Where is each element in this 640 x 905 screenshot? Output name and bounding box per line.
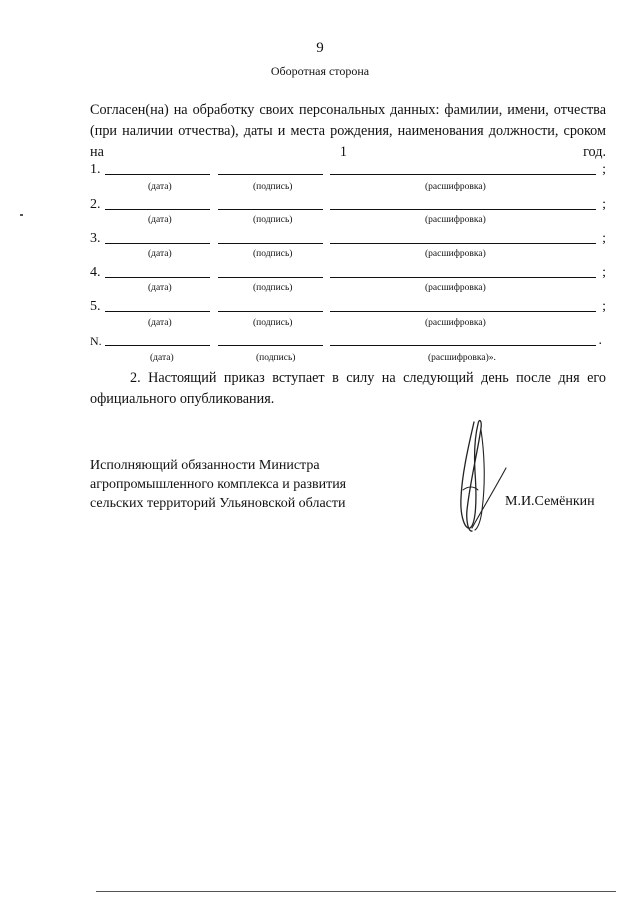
signature-line bbox=[218, 174, 323, 175]
captions-row-5 bbox=[0, 318, 640, 332]
effective-date-paragraph: 2. Настоящий приказ вступает в силу на следующий день после дня его официального опубликования. bbox=[90, 370, 606, 407]
decoding-line bbox=[330, 174, 596, 175]
date-caption: (дата) bbox=[148, 249, 172, 259]
date-line bbox=[105, 277, 210, 278]
date-caption: (дата) bbox=[148, 215, 172, 225]
signature-caption: (подпись) bbox=[253, 249, 293, 259]
signature-row-4 bbox=[90, 263, 606, 281]
row-number: N. bbox=[90, 334, 102, 348]
date-line bbox=[105, 311, 210, 312]
date-caption: (дата) bbox=[148, 318, 172, 328]
signer-name: М.И.Семёнкин bbox=[505, 494, 595, 509]
signer-title-line-2: агропромышленного комплекса и развития bbox=[90, 477, 347, 492]
date-caption: (дата) bbox=[148, 182, 172, 192]
row-number: 3. bbox=[90, 231, 101, 246]
row-end-mark: . bbox=[598, 333, 602, 348]
decoding-line bbox=[330, 277, 596, 278]
decoding-line bbox=[330, 209, 596, 210]
signature-caption: (подпись) bbox=[253, 182, 293, 192]
captions-row-3 bbox=[0, 249, 640, 263]
date-line bbox=[105, 345, 210, 346]
signature-line bbox=[218, 243, 323, 244]
handwritten-signature bbox=[448, 410, 518, 540]
row-end-mark: ; bbox=[602, 265, 606, 280]
date-caption: (дата) bbox=[150, 353, 174, 363]
date-caption: (дата) bbox=[148, 283, 172, 293]
decoding-caption: (расшифровка) bbox=[425, 249, 486, 259]
signature-line bbox=[218, 209, 323, 210]
page-subheading: Оборотная сторона bbox=[270, 64, 370, 78]
decoding-line bbox=[330, 243, 596, 244]
decoding-line bbox=[330, 311, 596, 312]
signature-row-5 bbox=[90, 297, 606, 315]
signature-line bbox=[218, 277, 323, 278]
signature-caption: (подпись) bbox=[253, 318, 293, 328]
decoding-caption: (расшифровка) bbox=[425, 283, 486, 293]
row-end-mark: ; bbox=[602, 299, 606, 314]
decoding-caption: (расшифровка) bbox=[425, 318, 486, 328]
consent-paragraph: Согласен(на) на обработку своих персональных данных: фамилии, имени, отчества (при наличии отчества), даты и места рождения, наименования должности, сроком на 1 год. bbox=[90, 102, 606, 160]
row-number: 4. bbox=[90, 265, 101, 280]
decoding-line bbox=[330, 345, 596, 346]
signature-caption: (подпись) bbox=[256, 353, 296, 363]
signature-row-3 bbox=[90, 229, 606, 247]
decoding-caption: (расшифровка) bbox=[425, 182, 486, 192]
row-end-mark: ; bbox=[602, 231, 606, 246]
captions-row-2 bbox=[0, 215, 640, 229]
row-end-mark: ; bbox=[602, 197, 606, 212]
signature-caption: (подпись) bbox=[253, 215, 293, 225]
row-number: 2. bbox=[90, 197, 101, 212]
decoding-caption: (расшифровка) bbox=[425, 215, 486, 225]
signer-title-line-3: сельских территорий Ульяновской области bbox=[90, 496, 346, 511]
date-line bbox=[105, 243, 210, 244]
signature-line bbox=[218, 345, 323, 346]
date-line bbox=[105, 174, 210, 175]
row-end-mark: ; bbox=[602, 162, 606, 177]
decoding-caption-final: (расшифровка)». bbox=[428, 353, 496, 363]
signer-title bbox=[90, 456, 346, 513]
signer-title-line-1: Исполняющий обязанности Министра bbox=[90, 458, 320, 473]
row-number: 5. bbox=[90, 299, 101, 314]
page-number: 9 bbox=[316, 40, 324, 56]
scan-mark bbox=[20, 214, 23, 216]
captions-row-4 bbox=[0, 283, 640, 297]
footer-rule bbox=[96, 891, 616, 892]
signature-row-n bbox=[90, 331, 606, 349]
captions-row-1 bbox=[0, 182, 640, 196]
date-line bbox=[105, 209, 210, 210]
signature-row-1 bbox=[90, 160, 606, 178]
signature-line bbox=[218, 311, 323, 312]
captions-row-n bbox=[0, 353, 640, 367]
signature-row-2 bbox=[90, 195, 606, 213]
signature-caption: (подпись) bbox=[253, 283, 293, 293]
row-number: 1. bbox=[90, 162, 101, 177]
